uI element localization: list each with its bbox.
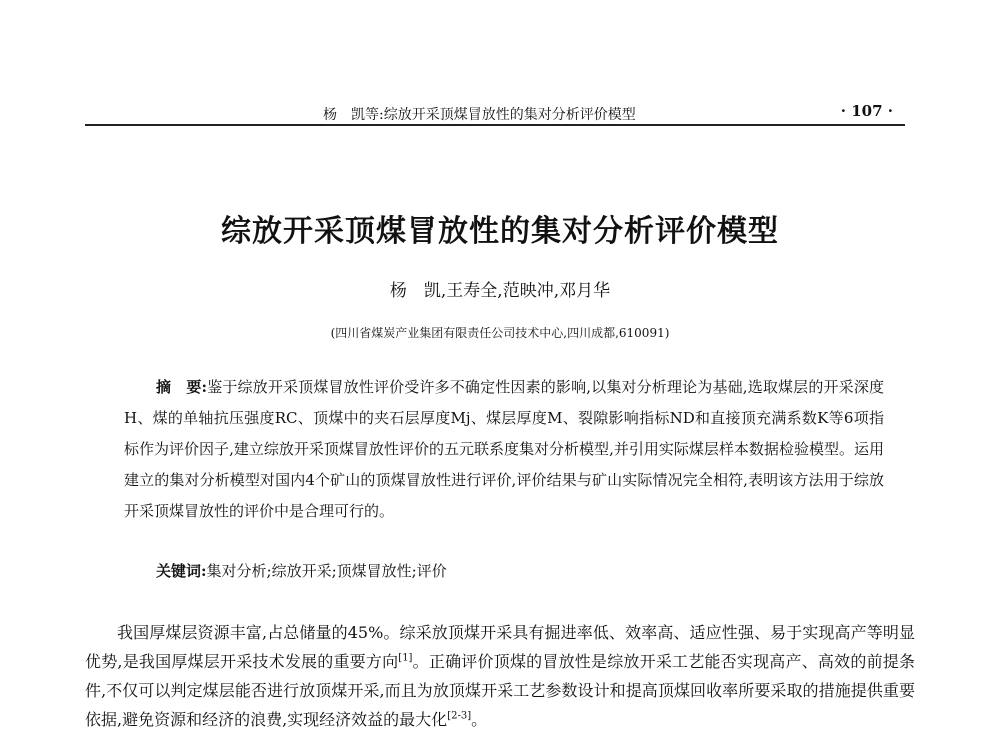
abstract-label: 摘 要:: [156, 378, 208, 396]
citation-1[interactable]: [1]: [398, 652, 413, 664]
keywords-label: 关键词:: [156, 562, 207, 580]
abstract: [124, 372, 884, 527]
keywords: [156, 560, 447, 581]
body-text-part3: 。: [471, 710, 488, 729]
paper-title: 综放开采顶煤冒放性的集对分析评价模型: [221, 214, 779, 249]
keywords-text: 集对分析;综放开采;顶煤冒放性;评价: [206, 562, 447, 580]
affiliation: (四川省煤炭产业集团有限责任公司技术中心,四川成都,610091): [330, 326, 670, 340]
author-list: 杨 凯,王寿全,范映冲,邓月华: [389, 281, 611, 301]
body-paragraph: [85, 618, 915, 734]
abstract-text: 鉴于综放开采顶煤冒放性评价受许多不确定性因素的影响,以集对分析理论为基础,选取煤层的开采深度H、煤的单轴抗压强度RC、顶煤中的夹石层厚度Mj、煤层厚度M、裂隙影响指标ND和直接顶充满系数K等6项指标作为评价因子,建立综放开采顶煤冒放性评价的五元联系度集对分析模型,并引用实际煤层样本数据检验模型。运用建立的集对分析模型对国内4个矿山的顶煤冒放性进行评价,评价结果与矿山实际情况完全相符,表明该方法用于综放开采顶煤冒放性的评价中是合理可行的。: [124, 378, 884, 520]
body-text-part1: 我国厚煤层资源丰富,占总储量的45%。综采放顶煤开采具有掘进率低、效率高、适应性强、易于实现高产等明显优势,是我国厚煤层开采技术发展的重要方向: [85, 623, 915, 671]
body-text-part2: 。正确评价顶煤的冒放性是综放开采工艺能否实现高产、高效的前提条件,不仅可以判定煤层能否进行放顶煤开采,而且为放顶煤开采工艺参数设计和提高顶煤回收率所要采取的措施提供重要依据,避免资源和经济的浪费,实现经济效益的最大化: [85, 652, 915, 729]
page-header: [85, 98, 905, 126]
citation-2-3[interactable]: [2-3]: [447, 710, 472, 722]
page-number: · 107 ·: [840, 102, 893, 120]
running-head: 杨 凯等:综放开采顶煤冒放性的集对分析评价模型: [323, 107, 636, 123]
